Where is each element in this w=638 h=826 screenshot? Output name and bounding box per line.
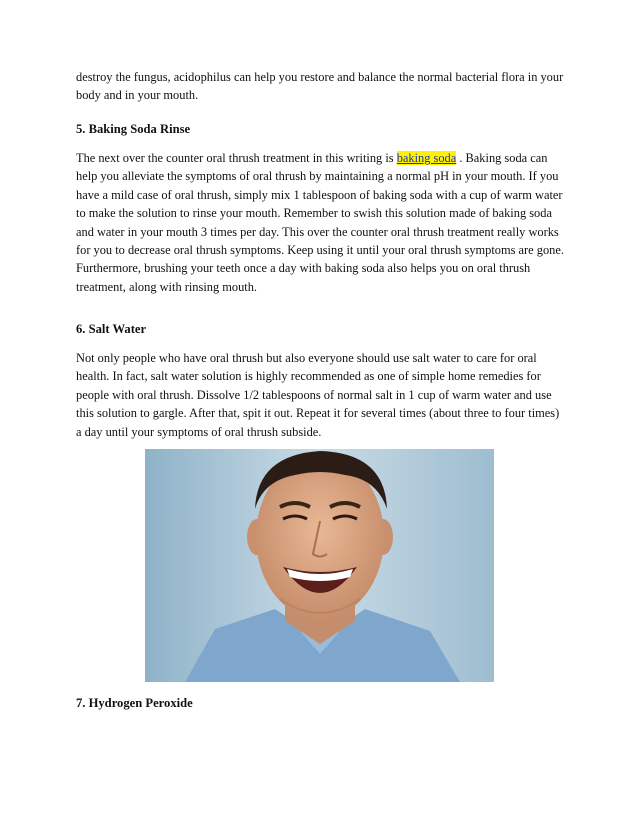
- section-6-heading: 6. Salt Water: [76, 322, 147, 336]
- section-7-heading: 7. Hydrogen Peroxide: [76, 696, 193, 710]
- smiling-man-photo: [145, 449, 494, 682]
- section-5-text-rest: . Baking soda can help you alleviate the symptoms of oral thrush by maintaining a normal pH in your mouth. If you have a mild case of oral thrush, simply mix 1 tablespoon of baking soda with a cup of warm water to make the solution to rinse your mouth. Remember to swish this solution made of baking soda and water in your mouth 3 times per day. This over the counter oral thrush treatment really works for you to decrease oral thrush symptoms. Keep using it until your oral thrush symptoms are gone. Furthermore, brushing your teeth once a day with baking soda also helps you on oral thrush treatment, along with rinsing mouth.: [76, 151, 564, 294]
- baking-soda-link[interactable]: baking soda: [396, 151, 457, 165]
- section-5-text-start: The next over the counter oral thrush treatment in this writing is: [76, 151, 397, 165]
- intro-paragraph: destroy the fungus, acidophilus can help you restore and balance the normal bacterial flora in your body and in your mouth.: [76, 70, 564, 103]
- section-5-paragraph: [76, 149, 566, 296]
- section-5-heading: 5. Baking Soda Rinse: [76, 122, 191, 136]
- section-6-paragraph: Not only people who have oral thrush but also everyone should use salt water to care for oral health. In fact, salt water solution is highly recommended as one of simple home remedies for people with oral thrush. Dissolve 1/2 tablespoons of normal salt in 1 cup of warm water and use this solution to gargle. After that, spit it out. Repeat it for several times (about three to four times) a day until your symptoms of oral thrush subside.: [76, 351, 560, 439]
